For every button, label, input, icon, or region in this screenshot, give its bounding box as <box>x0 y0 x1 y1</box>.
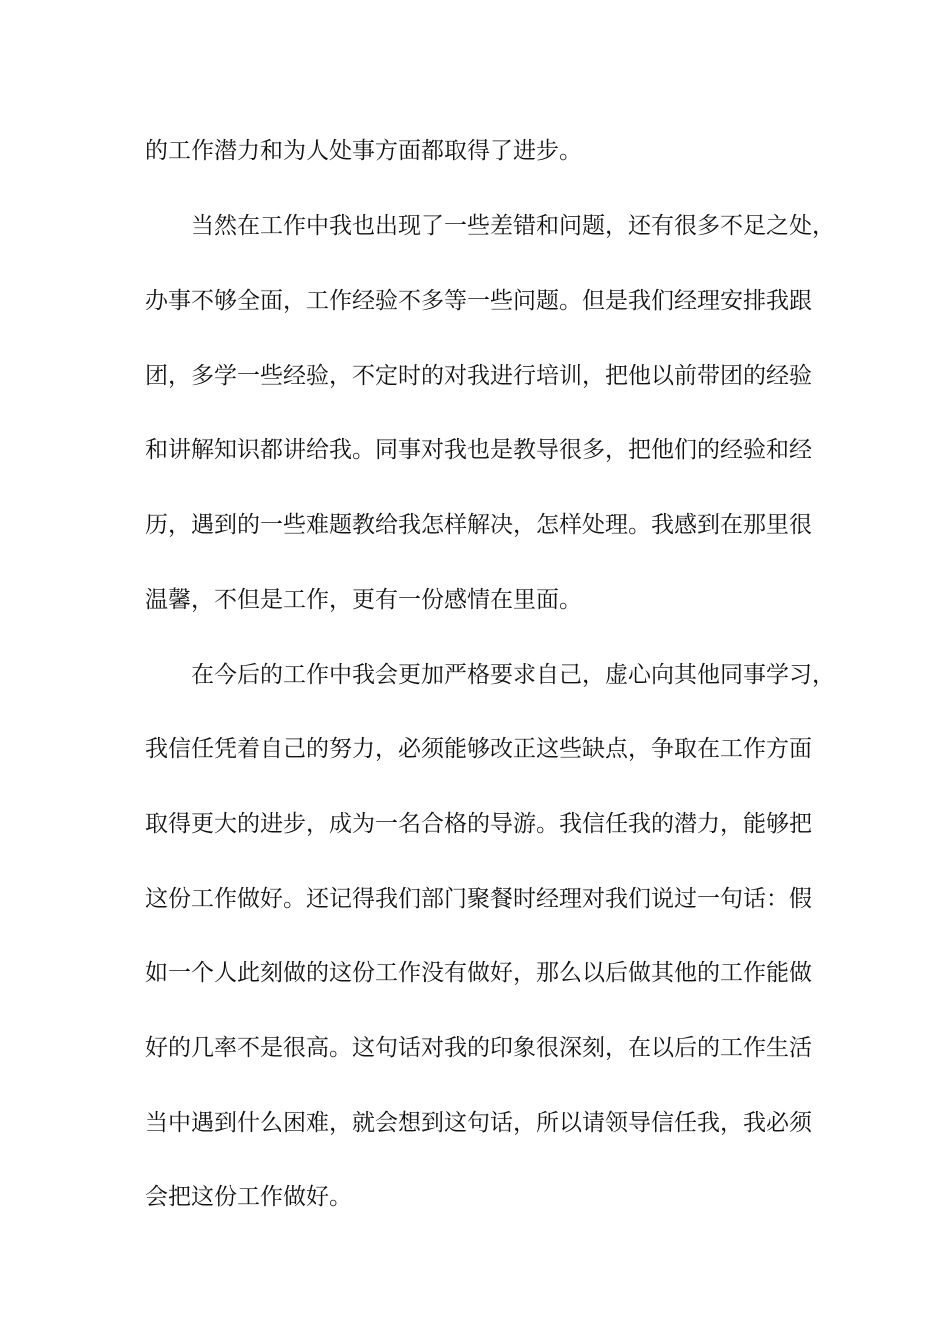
text-line: 如一个人此刻做的这份工作没有做好，那么以后做其他的工作能做 <box>145 960 812 986</box>
text-line: 团，多学一些经验，不定时的对我进行培训，把他以前带团的经验 <box>145 363 812 389</box>
text-line: 这份工作做好。还记得我们部门聚餐时经理对我们说过一句话：假 <box>145 886 812 912</box>
text-line: 取得更大的进步，成为一名合格的导游。我信任我的潜力，能够把 <box>145 811 812 837</box>
text-line: 办事不够全面，工作经验不多等一些问题。但是我们经理安排我跟 <box>145 288 812 314</box>
text-line: 好的几率不是很高。这句话对我的印象很深刻，在以后的工作生活 <box>145 1035 812 1061</box>
text-line: 我信任凭着自己的努力，必须能够改正这些缺点，争取在工作方面 <box>145 736 812 762</box>
text-line: 会把这份工作做好。 <box>145 1184 352 1210</box>
text-line: 当中遇到什么困难，就会想到这句话，所以请领导信任我，我必须 <box>145 1110 812 1136</box>
text-line: 的工作潜力和为人处事方面都取得了进步。 <box>145 138 582 164</box>
text-line: 和讲解知识都讲给我。同事对我也是教导很多，把他们的经验和经 <box>145 437 812 463</box>
text-line: 温馨，不但是工作，更有一份感情在里面。 <box>145 587 582 613</box>
paragraph-first-line: 在今后的工作中我会更加严格要求自己，虚心向其他同事学习， <box>191 662 835 688</box>
text-line: 历，遇到的一些难题教给我怎样解决，怎样处理。我感到在那里很 <box>145 512 812 538</box>
paragraph-first-line: 当然在工作中我也出现了一些差错和问题，还有很多不足之处， <box>191 213 835 239</box>
